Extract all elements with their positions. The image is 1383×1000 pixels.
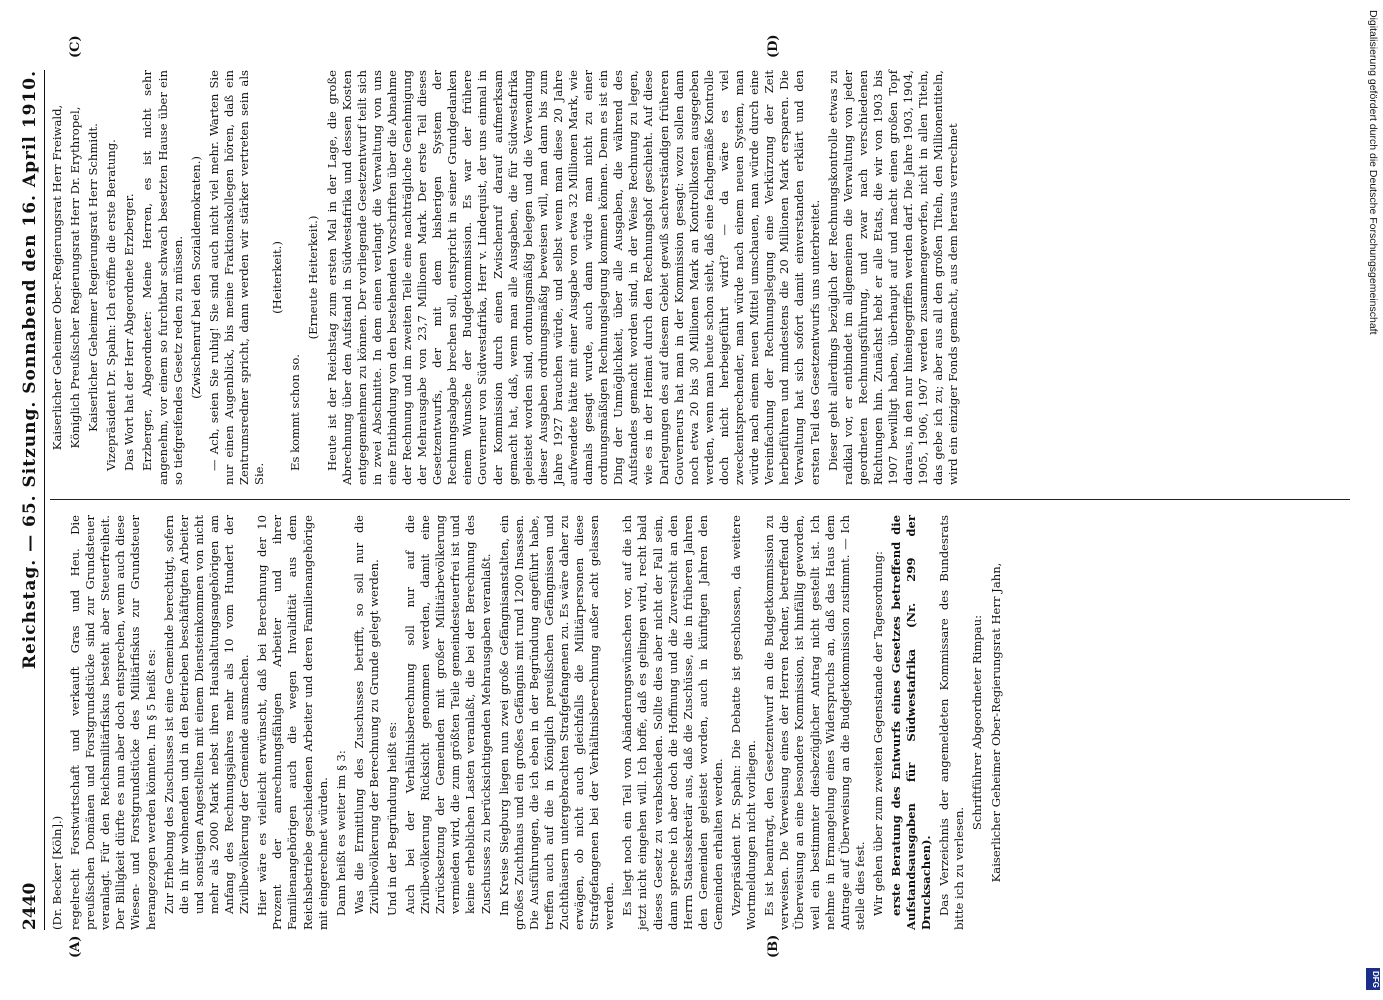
paragraph: (Heiterkeit.): [270, 241, 285, 314]
session-title: Reichstag. — 65. Sitzung. Sonnabend den 16. April 1910.: [20, 70, 40, 670]
attribution-text: Digitalisierung gefördert durch die Deutsche Forschungsgemeinschaft: [1367, 10, 1379, 335]
paragraph: erste Beratung des Entwurfs eines Gesetzes betreffend die Aufstandsausgaben für Südwestafrika (Nr. 299 der Drucksachen).: [888, 515, 934, 930]
paragraph: — Ach, seien Sie ruhig! Sie sind auch nicht viel mehr. Warten Sie nur einen Augenblick, bis meine Fraktionskollegen hören, daß ein Zentrumsredner spricht, dann werden wir stärker vertreten sein als Sie.: [206, 70, 267, 485]
paragraph: Auch bei der Verhältnisberechnung soll nur auf die Zivilbevölkerung Rücksicht genommen werden, damit eine Zurücksetzung der Gemeinden mit großer Militärbevölkerung vermieden wird, die zum größten Teile gemeindesteuerfrei ist und keine erheblichen Lasten veranlaßt, die bei der Berechnung des Zuschusses zu berücksichtigenden Mehrausgaben veranlaßt.: [403, 515, 493, 914]
paragraph: Was die Ermittlung des Zuschusses betrifft, so soll nur die Zivilbevölkerung der Berechnung zu Grunde gelegt werden.: [351, 515, 381, 914]
paragraph: Kaiserlicher Geheimer Ober-Regierungsrat Herr Jahn,: [988, 562, 1003, 883]
paragraph: Heute ist der Reichstag zum ersten Mal in der Lage, die große Abrechnung über den Aufstand in Südwestafrika und dessen Kosten entgegennehmen zu können. Der vorliegende Gesetzentwurf teilt sich in zwei Abschnitte. In dem einen verlangt die Verwaltung von uns eine Entbindung von den bestehenden Vorschriften über die Abnahme der Rechnung und im zweiten Teile eine nachträgliche Genehmigung der Mehrausgabe von 23,7 Millionen Mark. Der erste Teil dieses Gesetzentwurfs, der mit dem bisherigen System der Rechnungsabgabe brechen soll, entspricht in seiner Grundgedanken einem Wunsche der Budgetkommission. Es war der frühere Gouverneur von Südwestafrika, Herr v. Lindequist, der uns einmal in der Kommission durch einen Zwischenruf darauf aufmerksam gemacht hat, daß, wenn man alle Ausgaben, die für Südwestafrika geleistet worden sind, ordnungsmäßig belegen und die Verwendung dieser Ausgaben ordnungsmäßig beweisen will, man dann bis zum Jahre 1927 brauchen würde, und selbst wenn man diese 20 Jahre aufwendete hätte mit einer Ausgabe von etwa 32 Millionen Mark, wie damals gesagt wurde, auch dann würde man nicht zu einer ordnungsmäßigen Rechnungslegung kommen können. Denn es ist ein Ding der Unmöglichkeit, über alle Ausgaben, die während des Aufstandes gemacht worden sind, in der Weise Rechnung zu legen, wie es in der Heimat durch den Rechnungshof geschieht. Auf diese Darlegungen des auf diesem Gebiet gewiß sachverständigen früheren Gouverneurs hat man in der Kommission gesagt: wozu sollen dann noch etwa 20 bis 30 Millionen Mark an Kontrollkosten ausgegeben werden, wenn man heute schon sieht, daß eine fachgemäße Kontrolle doch nicht herbeigeführt wird? — da wäre es viel zweckentsprechender, man würde nach einem neuen System, man würde nach einem neuen Mittel umschauen, man würde durch eine Vereinfachung der Rechnungslegung eine Verkürzung der Zeit herbeiführen und mindestens die 20 Millionen Mark ersparen. Die Verwaltung hat sich sofort damit einverstanden erklärt und den ersten Teil des Gesetzentwurfs uns unterbreitet.: [324, 70, 822, 485]
column-divider: [50, 499, 1350, 500]
paragraph: Und in der Begründung heißt es:: [384, 721, 399, 916]
right-column: [50, 70, 964, 485]
margin-marker-a: (A): [68, 935, 83, 958]
margin-marker-b: (B): [766, 934, 781, 958]
paragraph: Königlich Preußischer Regierungsrat Herr Dr. Erythropel,: [68, 106, 83, 449]
paragraph: Hier wäre es vielleicht erwünscht, daß bei Berechnung der 10 Prozent der anrechnungsfähigen Arbeiter und ihrer Familienangehörigen auch die wegen Invalidität aus dem Reichsbetriebe geschiedenen Arbeiter und deren Familienangehörige mit eingerechnet würden.: [255, 515, 330, 930]
paragraph: Wir gehen über zum zweiten Gegenstande der Tagesordnung:: [870, 551, 885, 916]
paragraph: Schriftführer Abgeordneter Rimpau:: [970, 614, 985, 831]
paragraph: Vizepräsident Dr. Spahn: Die Debatte ist geschlossen, da weitere Wortmeldungen nicht vorliegen.: [729, 515, 759, 930]
page-number: 2440: [20, 882, 40, 930]
page-header: [16, 70, 45, 930]
paragraph: Erzberger, Abgeordneter: Meine Herren, es ist nicht sehr angenehm, vor einem so furchtbar schwach besetzten Hause über ein so tiefgreifendes Gesetz reden zu müssen.: [140, 70, 185, 485]
paragraph: (Dr. Becker [Köln].): [50, 815, 64, 930]
paragraph: Es liegt noch ein Teil von Abänderungswünschen vor, auf die ich jetzt nicht eingehen will. Ich hoffe, daß es gelingen wird, recht bald dieses Gesetz zu verabschieden. Sollte dies aber nicht der Fall sein, dann spreche ich aber doch die Hoffnung und die Zuversicht an den Herrn Staatssekretär aus, daß die Zuschüsse, die in früheren Jahren den Gemeinden geleistet worden, auch in künftigen Jahren den Gemeinden erhalten werden.: [620, 515, 725, 930]
footer-attribution: [1365, 10, 1381, 1000]
paragraph: Im Kreise Siegburg liegen nun zwei große Gefängnisanstalten, ein großes Zuchthaus und ein großes Gefängnis mit rund 1200 Insassen. Die Ausführungen, die ich eben in der Begründung angeführt habe, treffen auch auf die in Königlich preußischen Gefängnissen und Zuchthäusern untergebrachten Strafgefangenen zu. Es wäre daher zu erwägen, ob nicht auch gleichfalls die Militärpersonen diese Strafgefangenen bei der Verhältnisberechnung außer acht gelassen werden.: [496, 515, 617, 930]
paragraph: Kaiserlicher Geheimer Regierungsrat Herr Schmidt.: [86, 123, 101, 432]
margin-marker-d: (D): [766, 34, 781, 58]
paragraph: Es kommt schon so.: [288, 354, 303, 471]
page-sheet: [6, 30, 1356, 970]
scanned-page: [6, 30, 1383, 970]
paragraph: Das Verzeichnis der angemeldeten Kommissare des Bundesrats bitte ich zu verlesen.: [937, 515, 967, 930]
left-column: [50, 515, 1007, 930]
margin-marker-c: (C): [68, 35, 83, 58]
paragraph: Es ist beantragt, den Gesetzentwurf an die Budgetkommission zu verweisen. Die Verweisung eines der Herren Redner, betreffend die Überweisung an eine besondere Kommission, ist hinfällig geworden, weil ein bestimmter diesbezüglicher Antrag nicht gestellt ist. Ich nehme in Ermangelung eines Widerspruchs an, daß das Haus dem Antrage auf Überweisung an die Budgetkommission zustimmt. — Ich stelle dies fest.: [762, 515, 867, 930]
paragraph: Das Wort hat der Herr Abgeordnete Erzberger.: [122, 193, 137, 471]
paragraph: Zur Erhebung des Zuschusses ist eine Gemeinde berechtigt, sofern die in ihr wohnenden und in den Betrieben beschäftigten Arbeiter und sonstigen Angestellten mit einem Diensteinkommen von nicht mehr als 2000 Mark nebst ihren Haushaltungsangehörigen am Anfang des Rechnungsjahres mehr als 10 vom Hundert der Zivilbevölkerung der Gemeinde ausmachen.: [161, 515, 252, 914]
dfg-logo: DFG: [1366, 968, 1380, 990]
paragraph: (Erneute Heiterkeit.): [306, 215, 321, 340]
paragraph: Dann heißt es weiter im § 3:: [333, 750, 348, 916]
paragraph: (Zwischenruf bei den Sozialdemokraten.): [188, 156, 203, 399]
paragraph: Dieser geht allerdings bezüglich der Rechnungskontrolle etwas zu radikal vor, er entbindet im allgemeinen die Verwaltung von jeder geordneten Rechnungsführung, und zwar nach verschiedenen Richtungen hin. Zunächst hebt er alle Etats, die wir von 1903 bis 1907 bewilligt haben, überhaupt auf und macht einen großen Topf daraus, in den nur hineingegriffen werden darf. Die Jahre 1903, 1904, 1905, 1906, 1907 werden zusammengeworfen, nicht in allen Titeln, das gebe ich zu; aber aus all den großen Titeln, den Millionentiteln, wird ein einziger Fonds gemacht, aus dem heraus verrechnet: [825, 70, 961, 485]
paragraph: regelrecht Forstwirtschaft und verkauft Gras und Heu. Die preußischen Domänen und Forstgrundstücke sind zur Grundsteuer veranlagt. Für den Reichsmilitärfiskus besteht aber Steuerfreiheit. Der Billigkeit dürfte es nun aber doch entsprechen, wenn auch diese Wiesen- und Forstgrundstücke des Militärfiskus zur Grundsteuer herangezogen werden könnten. Im § 5 heißt es:: [68, 515, 158, 930]
paragraph: Kaiserlicher Geheimer Ober-Regierungsrat Herr Freiwald,: [50, 104, 64, 451]
paragraph: Vizepräsident Dr. Spahn: Ich eröffne die erste Beratung.: [104, 139, 119, 471]
